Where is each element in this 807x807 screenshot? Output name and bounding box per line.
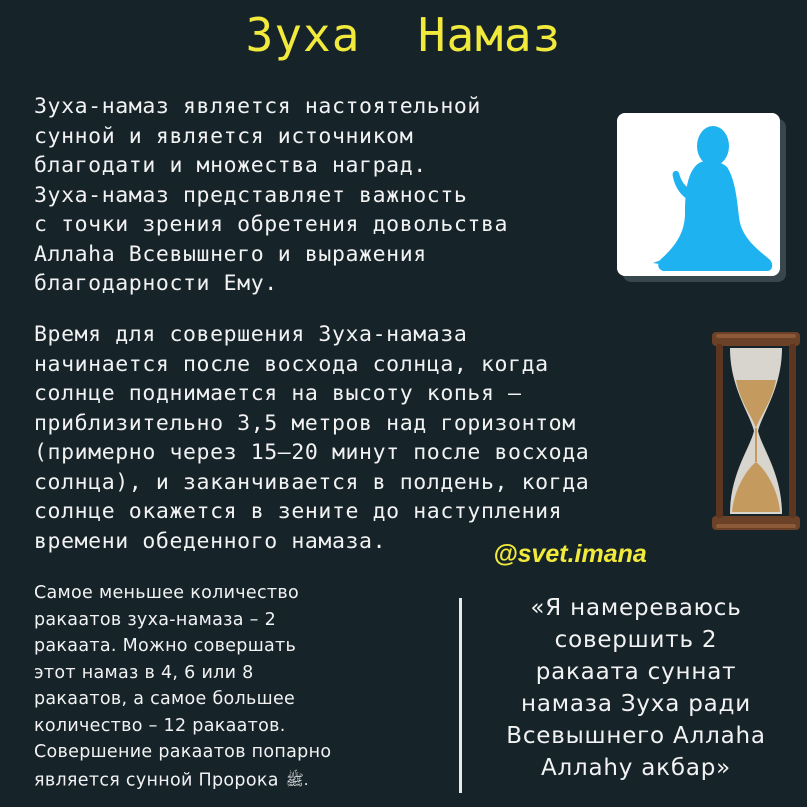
rakaats-paragraph bbox=[34, 580, 454, 794]
divider bbox=[459, 598, 462, 793]
hourglass-icon bbox=[708, 328, 804, 534]
intro-paragraph: Зуха-намаз является настоятельной сунной и является источником благодати и множества наград. Зуха-намаз представляет важность с точки зрения обретения довольства Аллаhа Всевышнего и выражения благодарности Ему. bbox=[34, 94, 509, 296]
instagram-handle: @svet.imana bbox=[493, 540, 647, 568]
timing-paragraph: Время для совершения Зуха-намаза начинается после восхода солнца, когда солнце поднимается на высоту копья – приблизительно 3,5 метров над горизонтом (примерно через 15–20 минут после восхода солнца), и заканчивается в полдень, когда солнце окажется в зените до наступления времени обеденного намаза. bbox=[34, 322, 590, 554]
praying-person-icon bbox=[617, 113, 786, 282]
pbuh-glyph: ﷺ. bbox=[285, 770, 309, 789]
intention-quote: «Я намереваюсь совершить 2 ракаата суннат намаза Зуха ради Всевышнего Аллаhа Аллаhу акбар» bbox=[506, 595, 766, 781]
page-title: Зуха Намаз bbox=[245, 8, 562, 62]
rakaats-text: Самое меньшее количество ракаатов зуха-намаза – 2 ракаата. Можно совершать этот намаз в 4, 6 или 8 ракаатов, а самое большее количество – 12 ракаатов. Совершение ракаатов попарно является сунной Пророка bbox=[34, 583, 332, 790]
